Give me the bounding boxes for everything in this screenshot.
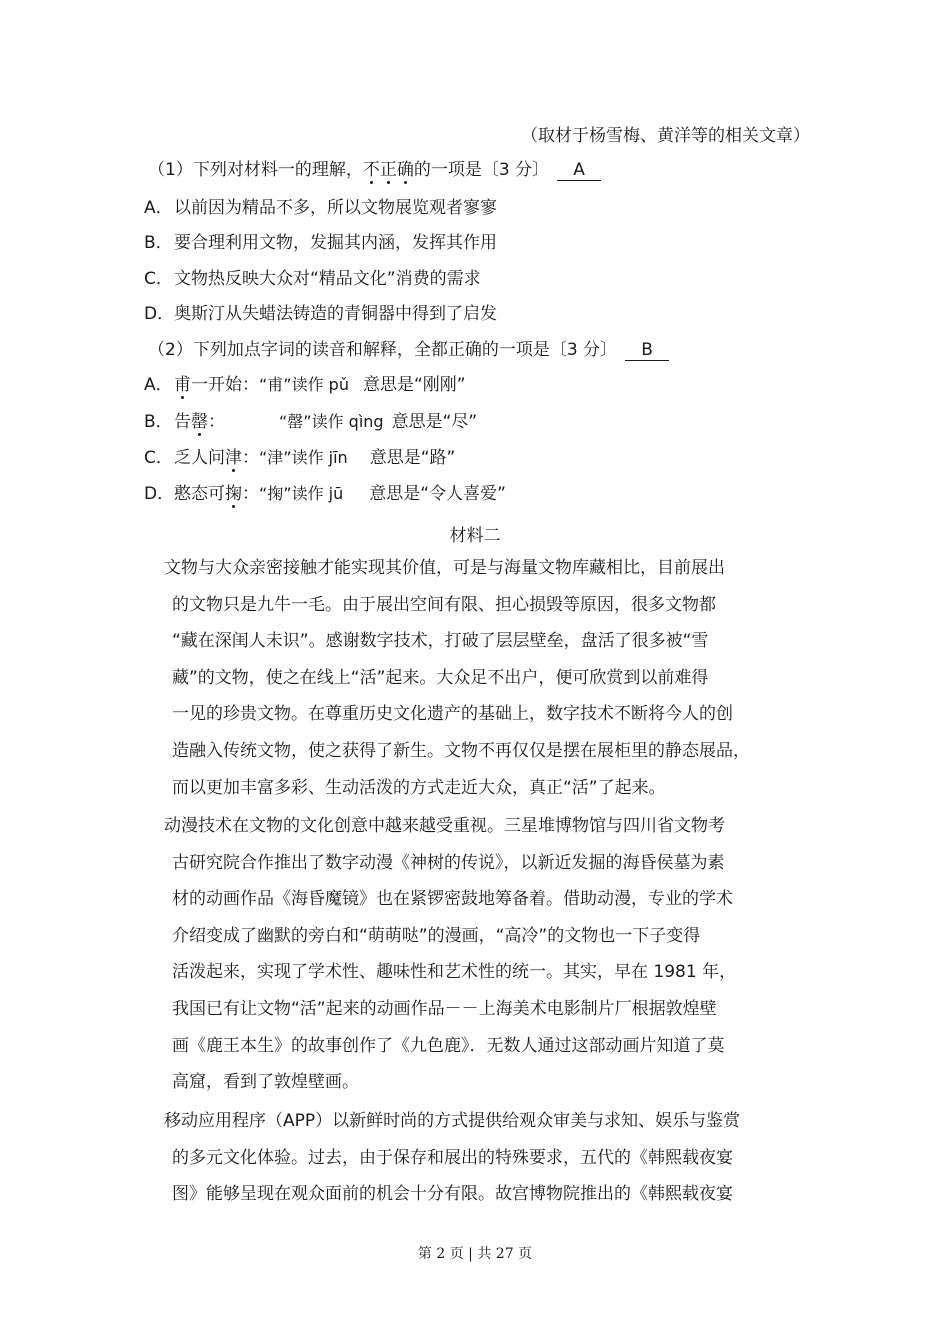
option-text: 文物热反映大众对“精品文化”消费的需求	[174, 269, 481, 289]
paragraph-line: 文物与大众亲密接触才能实现其价值，可是与海量文物库藏相比，目前展出	[164, 558, 725, 578]
option-word-pre: 乏人问	[174, 448, 225, 468]
emphasis-char: 甫	[174, 375, 191, 395]
paragraph-line: 藏”的文物，使之在线上“活”起来。大众足不出户，便可欣赏到以前难得	[172, 667, 709, 688]
emphasis-char: 津	[225, 448, 242, 468]
option-word-pre: 憨态可	[174, 484, 225, 504]
option-letter: B．	[144, 233, 173, 253]
option-text: 奥斯汀从失蜡法铸造的青铜器中得到了启发	[174, 304, 497, 324]
option-word-pre: 告	[174, 412, 191, 432]
paragraph-line: 造融入传统文物，使之获得了新生。文物不再仅仅是摆在展柜里的静态展品，	[172, 740, 750, 761]
question-2-option	[144, 446, 455, 470]
question-1-stem-post: 的一项是〔3 分〕	[413, 160, 550, 180]
option-letter: C．	[144, 448, 173, 468]
paragraph-line: 动漫技术在文物的文化创意中越来越受重视。三星堆博物馆与四川省文物考	[164, 816, 725, 836]
question-1-option	[144, 267, 481, 291]
paragraph-line: 图》能够呈现在观众面前的机会十分有限。故宫博物院推出的《韩熙载夜宴	[172, 1184, 733, 1205]
paragraph-line: 高窟，看到了敦煌壁画。	[172, 1072, 359, 1093]
paragraph	[164, 550, 816, 806]
option-letter: A．	[144, 375, 173, 395]
page-footer: 第 2 页 | 共 27 页	[417, 1246, 533, 1262]
paragraph-line: 一见的珍贵文物。在尊重历史文化遗产的基础上，数字技术不断将今人的创	[172, 704, 733, 725]
option-meaning: 意思是“尽”	[391, 412, 478, 432]
option-word-post: 一开始：	[191, 375, 259, 395]
question-2-stem	[148, 338, 669, 362]
option-meaning: 意思是“令人喜爱”	[369, 484, 506, 504]
option-letter: B．	[144, 412, 173, 432]
section-title: 材料二	[449, 526, 501, 546]
question-1-option	[144, 302, 497, 326]
option-meaning: 意思是“路”	[369, 448, 456, 468]
question-2-answer: B	[625, 340, 669, 361]
question-2-option	[144, 410, 477, 434]
question-1-stem	[148, 158, 601, 182]
paragraph-line: 材的动画作品《海昏魔镜》也在紧锣密鼓地筹备着。借助动漫，专业的学术	[172, 889, 733, 910]
question-1-option	[144, 196, 497, 220]
paragraph-line: 我国已有让文物“活”起来的动画作品－－上海美术电影制片厂根据敦煌壁	[172, 998, 717, 1019]
paragraph-line: 活泼起来，实现了学术性、趣味性和艺术性的统一。其实，早在 1981 年，	[172, 962, 737, 983]
option-word-post: ：	[242, 448, 259, 468]
emphasis-char: 不	[362, 160, 380, 180]
option-reading: “津”读作 jīn	[259, 448, 348, 467]
emphasis-char: 确	[396, 160, 414, 180]
option-letter: D．	[144, 484, 175, 504]
paragraph	[164, 1103, 816, 1213]
option-word-post: ：	[208, 412, 225, 432]
paragraph-line: 而以更加丰富多彩、生动活泼的方式走近大众，真正“活”了起来。	[172, 777, 666, 798]
option-text: 要合理利用文物，发掘其内涵，发挥其作用	[174, 233, 497, 253]
paragraph-line: 的多元文化体验。过去，由于保存和展出的特殊要求，五代的《韩熙载夜宴	[172, 1147, 733, 1168]
question-2-option	[144, 482, 506, 506]
question-1-option	[144, 231, 497, 255]
paragraph-line: 移动应用程序（APP）以新鲜时尚的方式提供给观众审美与求知、娱乐与鉴赏	[164, 1111, 741, 1131]
paragraph-line: 古研究院合作推出了数字动漫《神树的传说》，以新近发掘的海昏侯墓为素	[172, 852, 725, 873]
option-reading: “甫”读作 pǔ	[259, 375, 349, 394]
paragraph-line: 的文物只是九牛一毛。由于展出空间有限、担心损毁等原因，很多文物都	[172, 594, 716, 615]
paragraph-line: 介绍变成了幽默的旁白和“萌萌哒”的漫画，“高冷”的文物也一下子变得	[172, 925, 701, 946]
option-letter: D．	[144, 304, 175, 324]
question-2-stem-text: （2）下列加点字词的读音和解释，全都正确的一项是〔3 分〕	[148, 340, 618, 360]
option-word-post: ：	[242, 484, 259, 504]
option-text: 以前因为精品不多，所以文物展览观者寥寥	[174, 198, 497, 218]
question-2-option	[144, 373, 466, 397]
emphasis-char: 掬	[225, 484, 242, 504]
question-1-answer: A	[557, 160, 601, 181]
source-note: （取材于杨雪梅、黄洋等的相关文章）	[521, 126, 810, 146]
question-1-stem-pre: （1）下列对材料一的理解，	[148, 160, 363, 180]
option-reading: “罄”读作 qìng	[279, 412, 384, 431]
option-reading: “掬”读作 jū	[259, 484, 344, 503]
paragraph-line: 画《鹿王本生》的故事创作了《九色鹿》．无数人通过这部动画片知道了莫	[172, 1035, 725, 1056]
option-letter: A．	[144, 198, 173, 218]
option-letter: C．	[144, 269, 173, 289]
option-meaning: 意思是“刚刚”	[362, 375, 466, 395]
emphasis-char: 罄	[191, 412, 208, 432]
paragraph-line: “藏在深闺人未识”。感谢数字技术，打破了层层壁垒，盘活了很多被“雪	[172, 631, 709, 652]
emphasis-char: 正	[379, 160, 397, 180]
paragraph	[164, 808, 816, 1101]
